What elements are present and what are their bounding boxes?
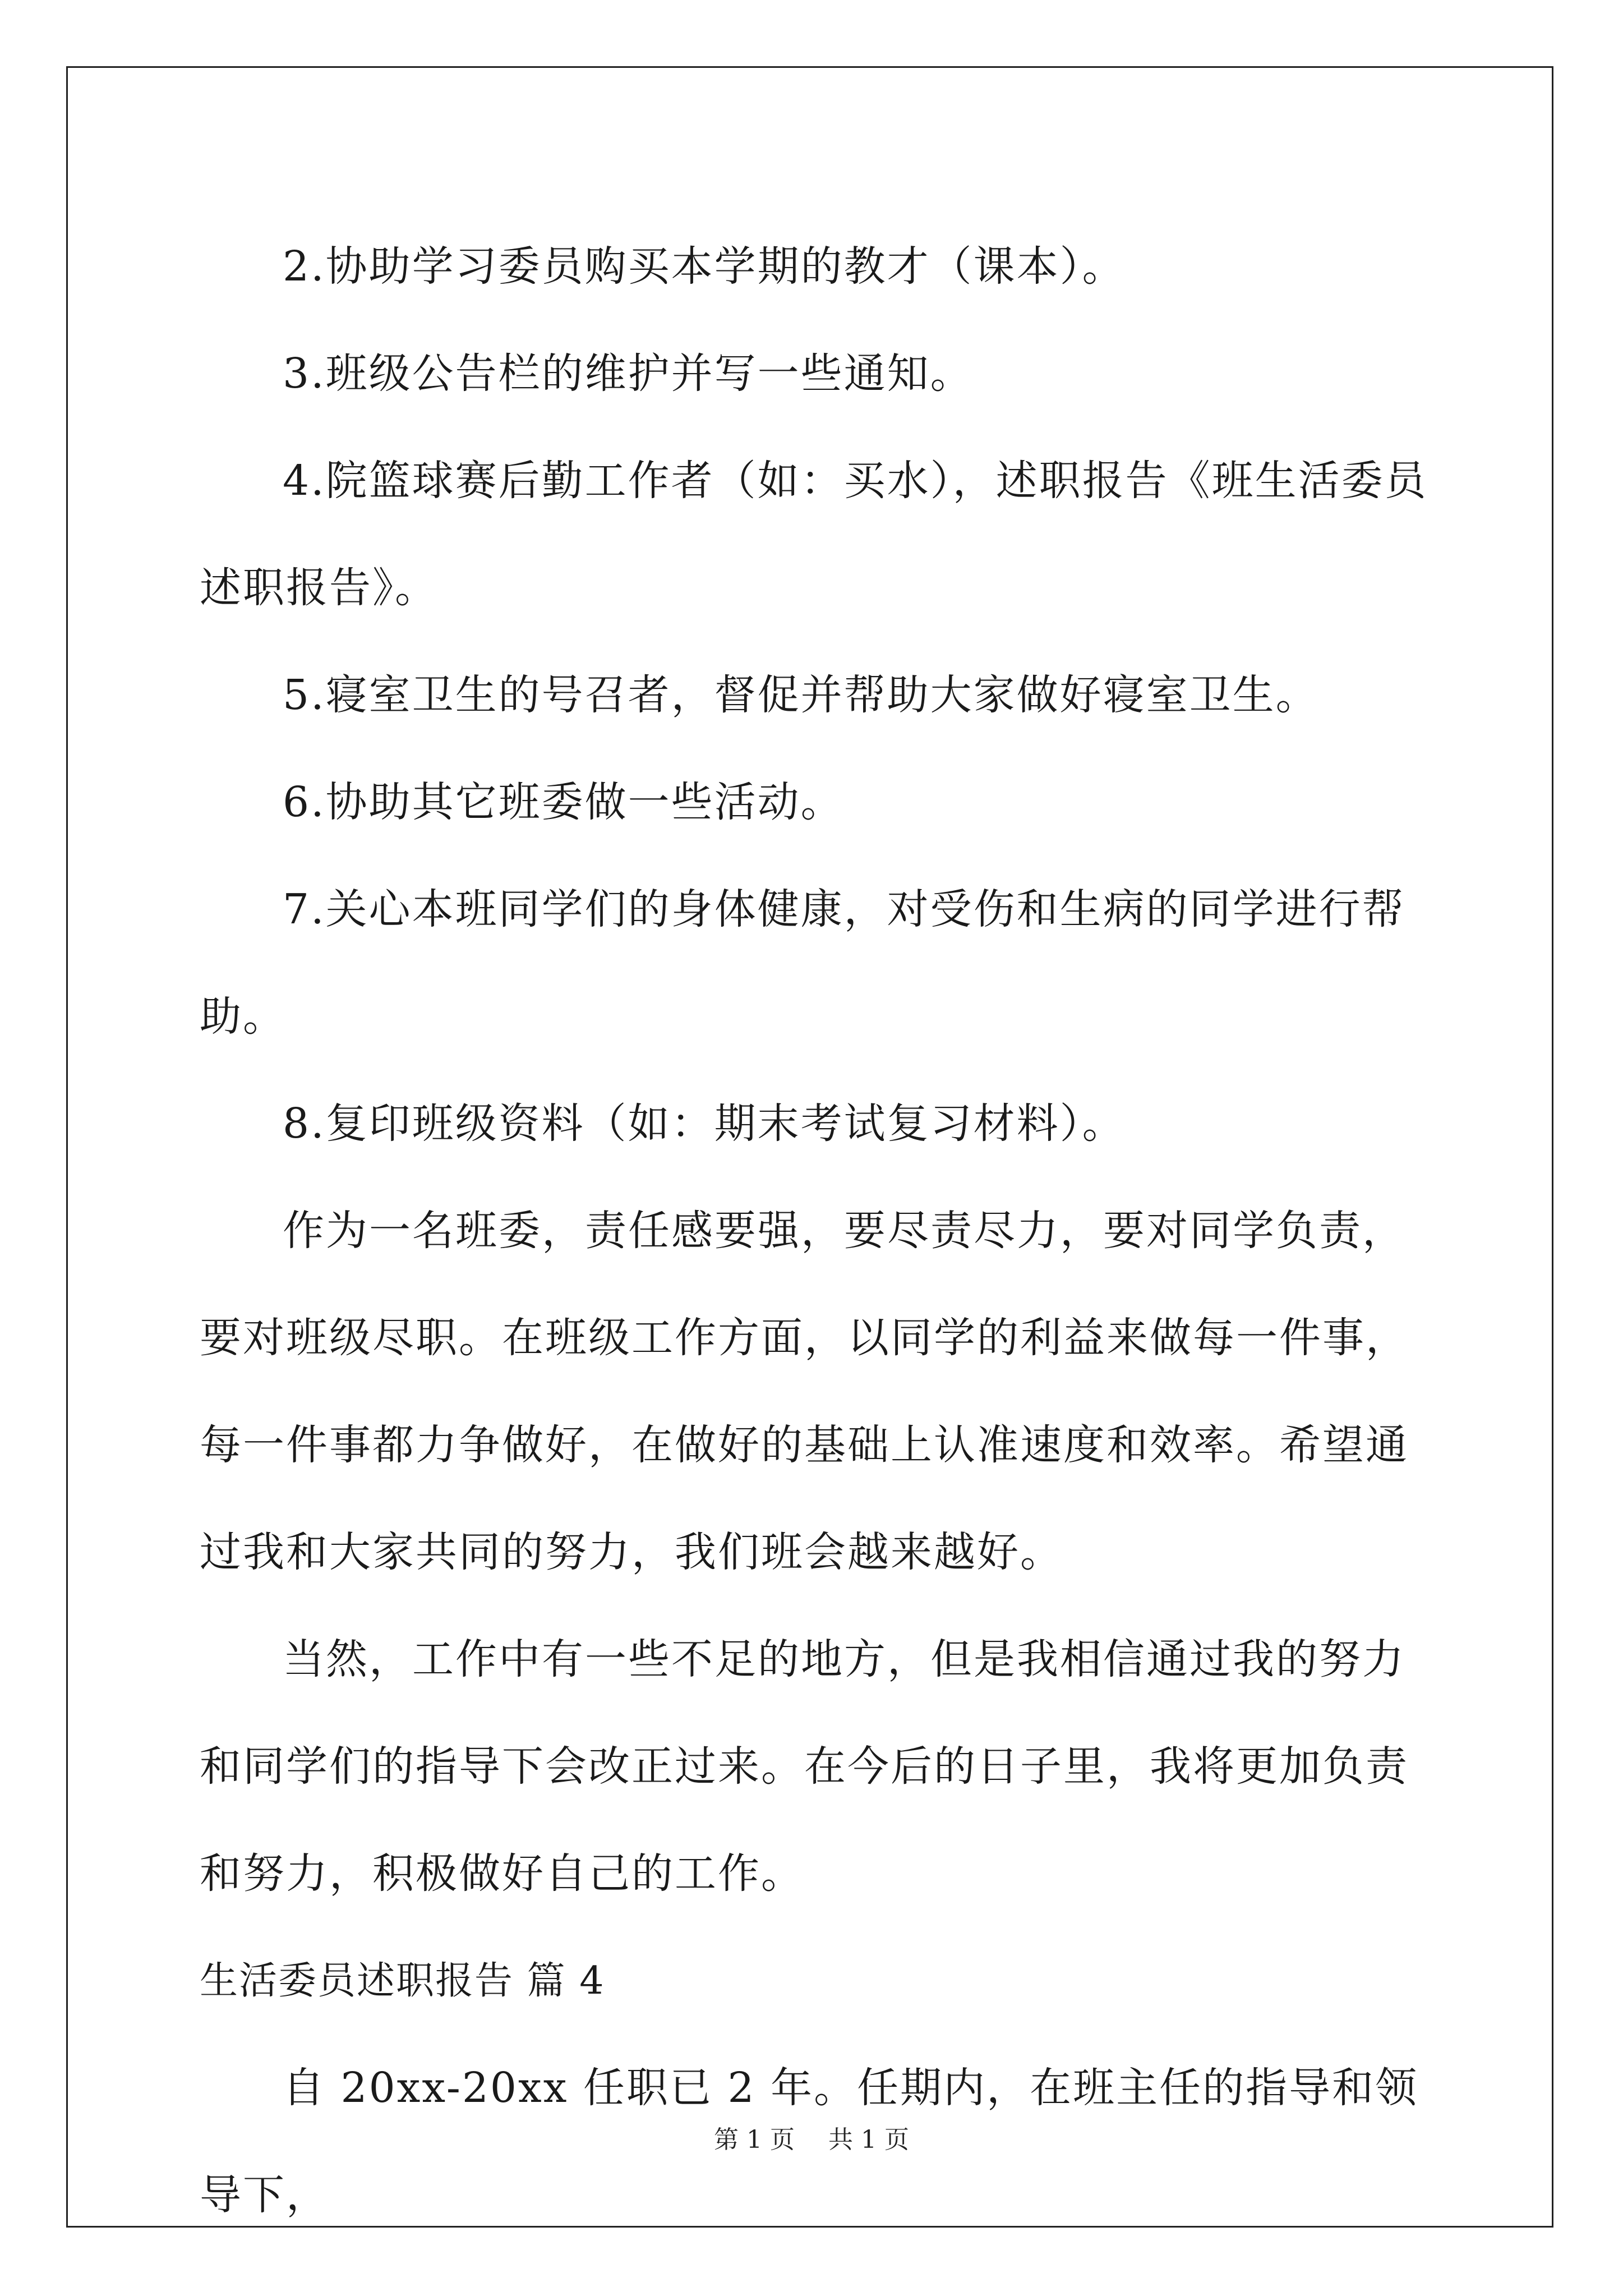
section-heading: 生活委员述职报告 篇 4 — [200, 1959, 605, 2003]
paragraph-responsibility: 作为一名班委，责任感要强，要尽责尽力，要对同学负责，要对班级尽职。在班级工作方面，以同学的利益来做每一件事，每一件事都力争做好，在做好的基础上认准速度和效率。希望通过我和大家共同的努力，我们班会越来越好。 — [200, 1207, 1409, 1576]
paragraph-item-3: 3.班级公告栏的维护并写一些通知。 — [283, 349, 974, 398]
page-footer — [0, 2123, 1623, 2157]
paragraph-item-5: 5.寝室卫生的号召者，督促并帮助大家做好寝室卫生。 — [283, 671, 1319, 719]
paragraph-item-4: 4.院篮球赛后勤工作者（如：买水），述职报告《班生活委员述职报告》。 — [200, 457, 1428, 612]
paragraph-item-6: 6.协助其它班委做一些活动。 — [283, 778, 844, 826]
paragraph-tenure: 自 20xx-20xx 任职已 2 年。任期内，在班主任的指导和领导下， — [200, 2064, 1419, 2219]
paragraph-shortcomings: 当然，工作中有一些不足的地方，但是我相信通过我的努力和同学们的指导下会改正过来。在今后的日子里，我将更加负责和努力，积极做好自己的工作。 — [200, 1635, 1409, 1898]
paragraph-item-7: 7.关心本班同学们的身体健康，对受伤和生病的同学进行帮助。 — [200, 885, 1405, 1041]
page-number: 第 1 页 — [714, 2125, 795, 2154]
paragraph-item-2: 2.协助学习委员购买本学期的教才（课本）。 — [283, 242, 1126, 291]
paragraph-item-8: 8.复印班级资料（如：期末考试复习材料）。 — [283, 1099, 1126, 1148]
page-total: 共 1 页 — [828, 2125, 909, 2154]
document-body — [200, 213, 1428, 2249]
